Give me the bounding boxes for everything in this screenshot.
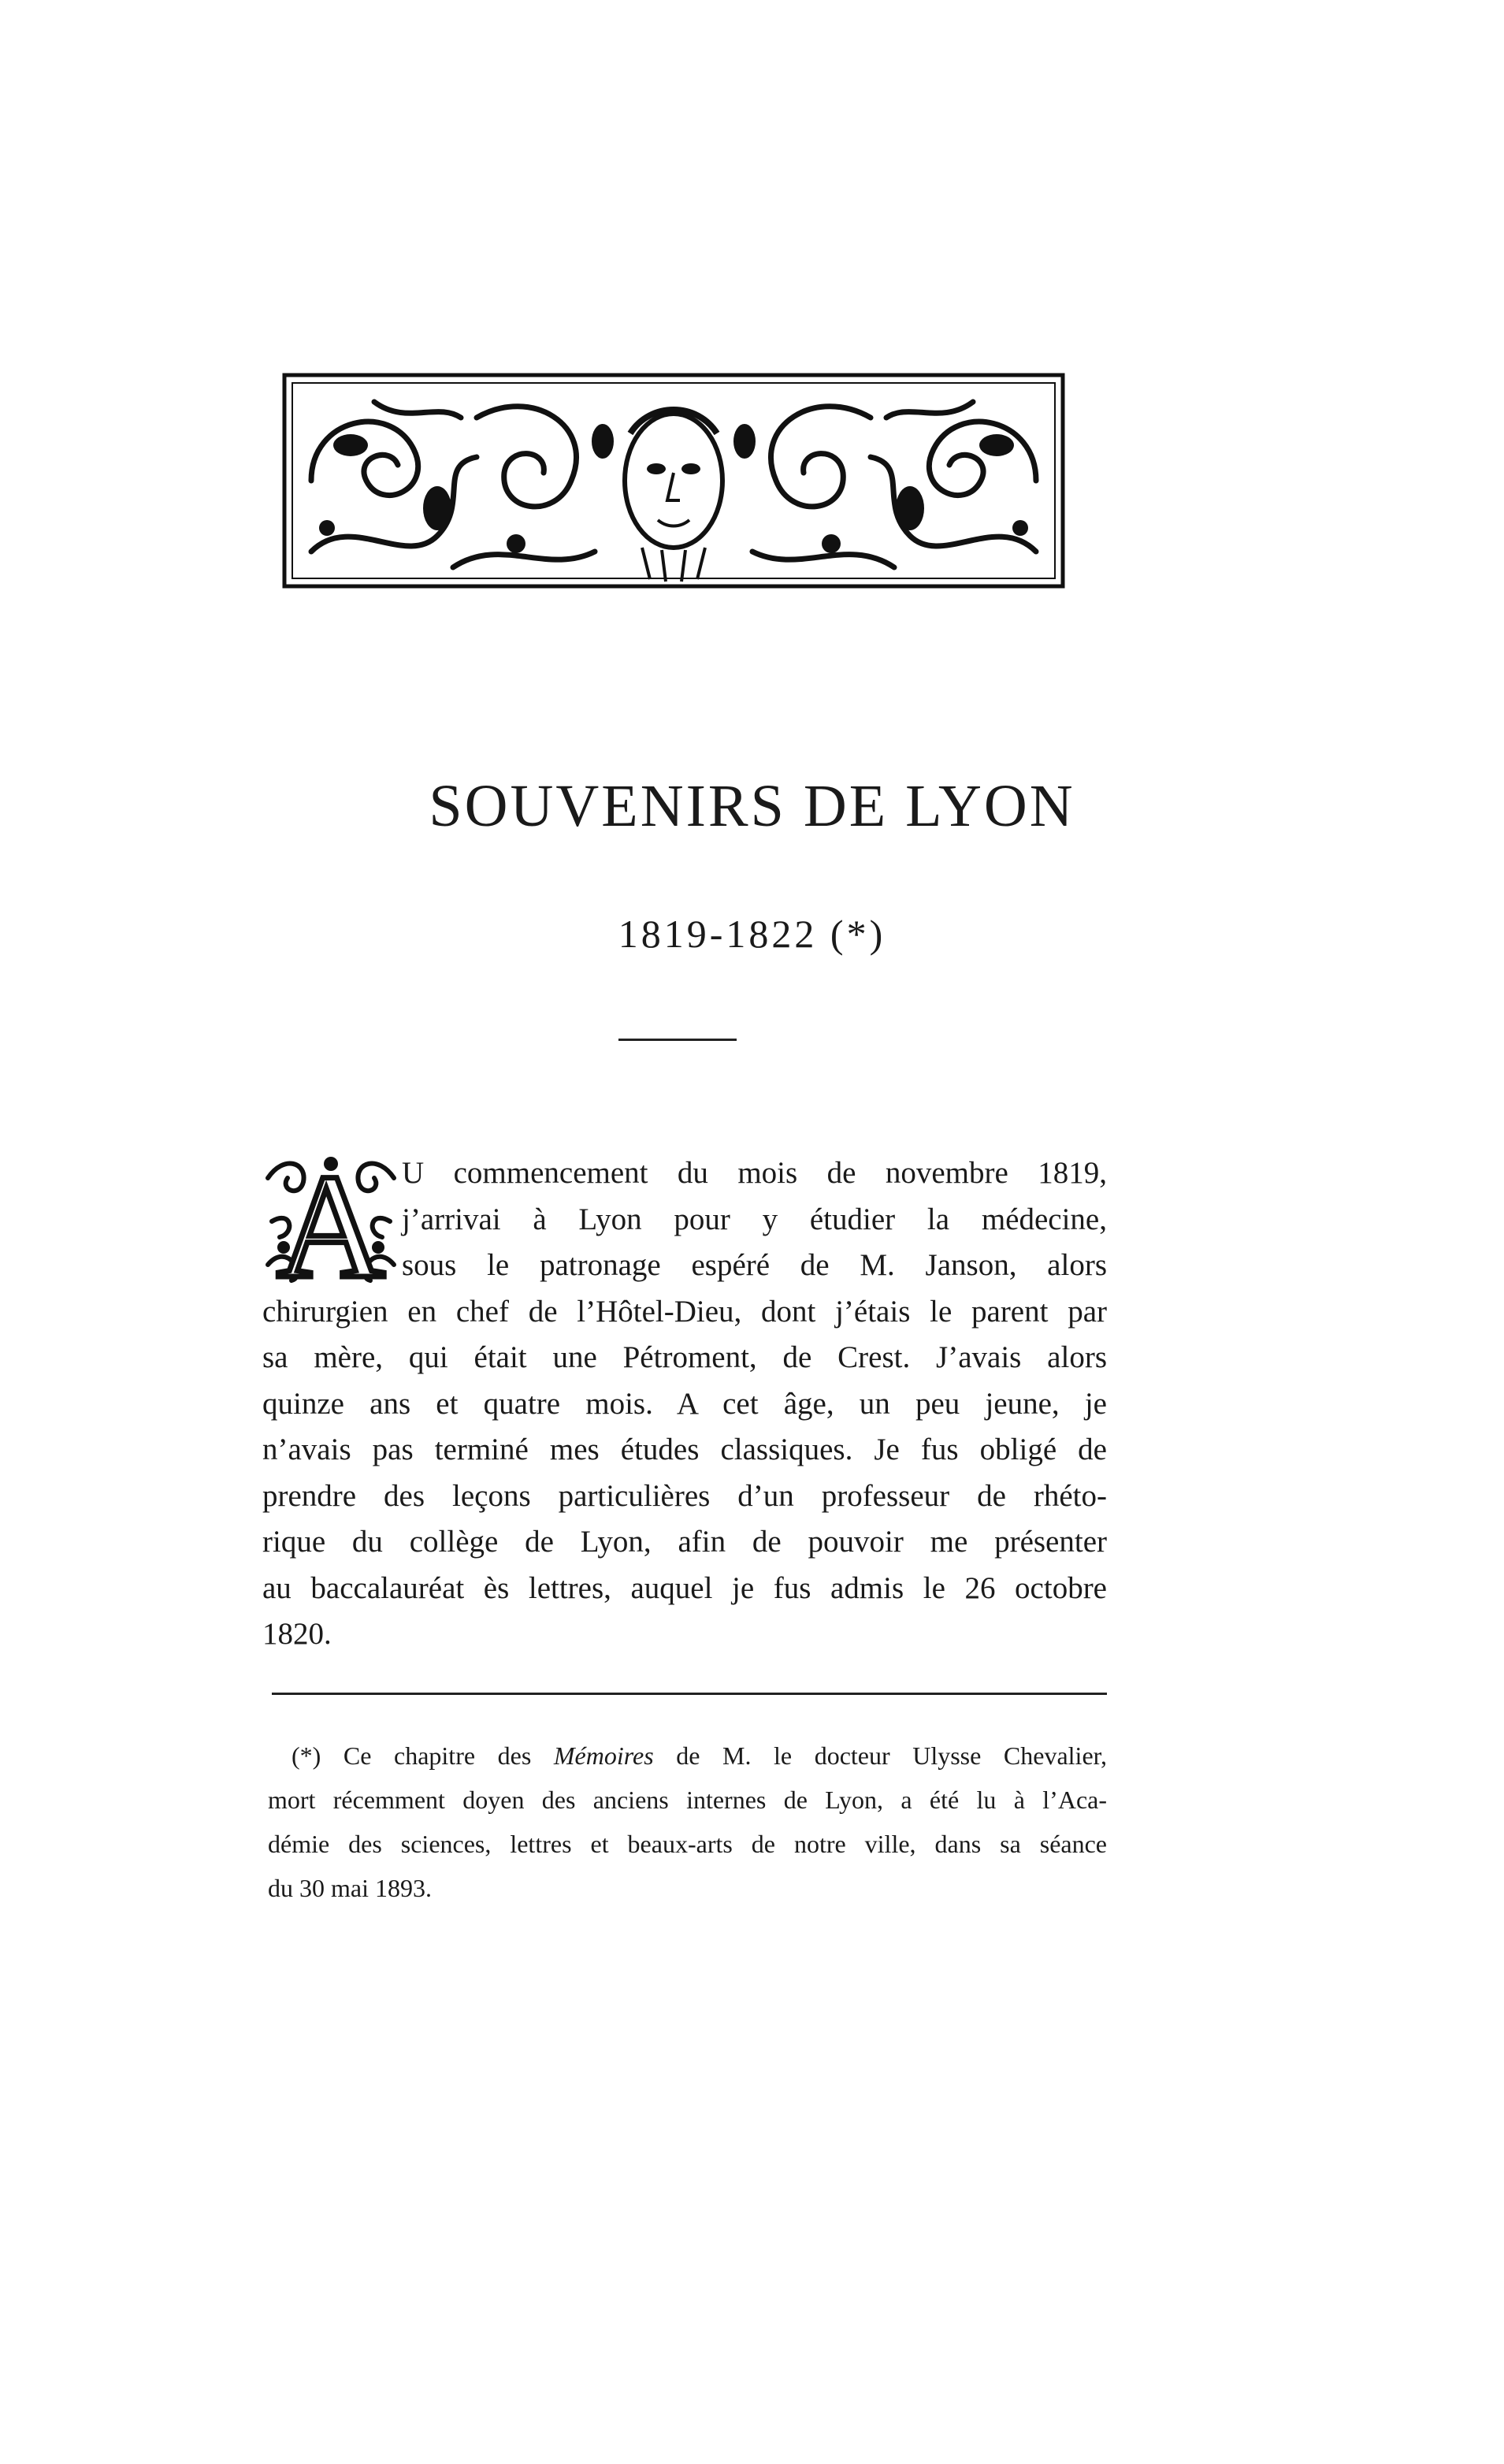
footnote-italic-title: Mémoires	[553, 1741, 654, 1770]
chapter-title: SOUVENIRS DE LYON	[429, 773, 1075, 839]
body-line: rique du collège de Lyon, afin de pouvoir me présenter	[262, 1525, 1107, 1559]
body-line: 1820.	[262, 1617, 332, 1651]
body-line: sa mère, qui était une Pétroment, de Crest. J’avais alors	[262, 1340, 1107, 1374]
body-line: prendre des leçons particulières d’un professeur de rhéto-	[262, 1478, 1107, 1513]
body-line: j’arrivai à Lyon pour y étudier la médecine,	[402, 1202, 1107, 1236]
footnote-line	[268, 1734, 1107, 1778]
footnote	[268, 1734, 1107, 1910]
footnote-line: mort récemment doyen des anciens internes de Lyon, a été lu à l’Aca-	[268, 1786, 1107, 1814]
ornamental-headpiece	[280, 370, 1068, 591]
body-line: U commencement du mois de novembre 1819,	[402, 1156, 1107, 1190]
body-line: n’avais pas terminé mes études classiques. Je fus obligé de	[262, 1433, 1107, 1466]
footnote-line: du 30 mai 1893.	[268, 1874, 432, 1902]
footnote-line: démie des sciences, lettres et beaux-arts de notre ville, dans sa séance	[268, 1830, 1107, 1858]
title-divider	[618, 1039, 737, 1041]
body-line: au baccalauréat ès lettres, auquel je fus admis le 26 octobre	[262, 1570, 1107, 1605]
body-line: chirurgien en chef de l’Hôtel-Dieu, dont j’étais le parent par	[262, 1294, 1107, 1329]
body-line: sous le patronage espéré de M. Janson, alors	[402, 1248, 1107, 1282]
dropcap-letter: A	[277, 1147, 385, 1288]
body-paragraph	[262, 1150, 1107, 1658]
body-line: quinze ans et quatre mois. A cet âge, un peu jeune, je	[262, 1386, 1107, 1421]
footnote-marker-text: (*) Ce chapitre des	[292, 1741, 532, 1770]
footnote-text: de M. le docteur Ulysse Chevalier,	[676, 1741, 1108, 1770]
chapter-dates: 1819-1822 (*)	[618, 912, 886, 956]
footnote-divider	[272, 1693, 1107, 1695]
